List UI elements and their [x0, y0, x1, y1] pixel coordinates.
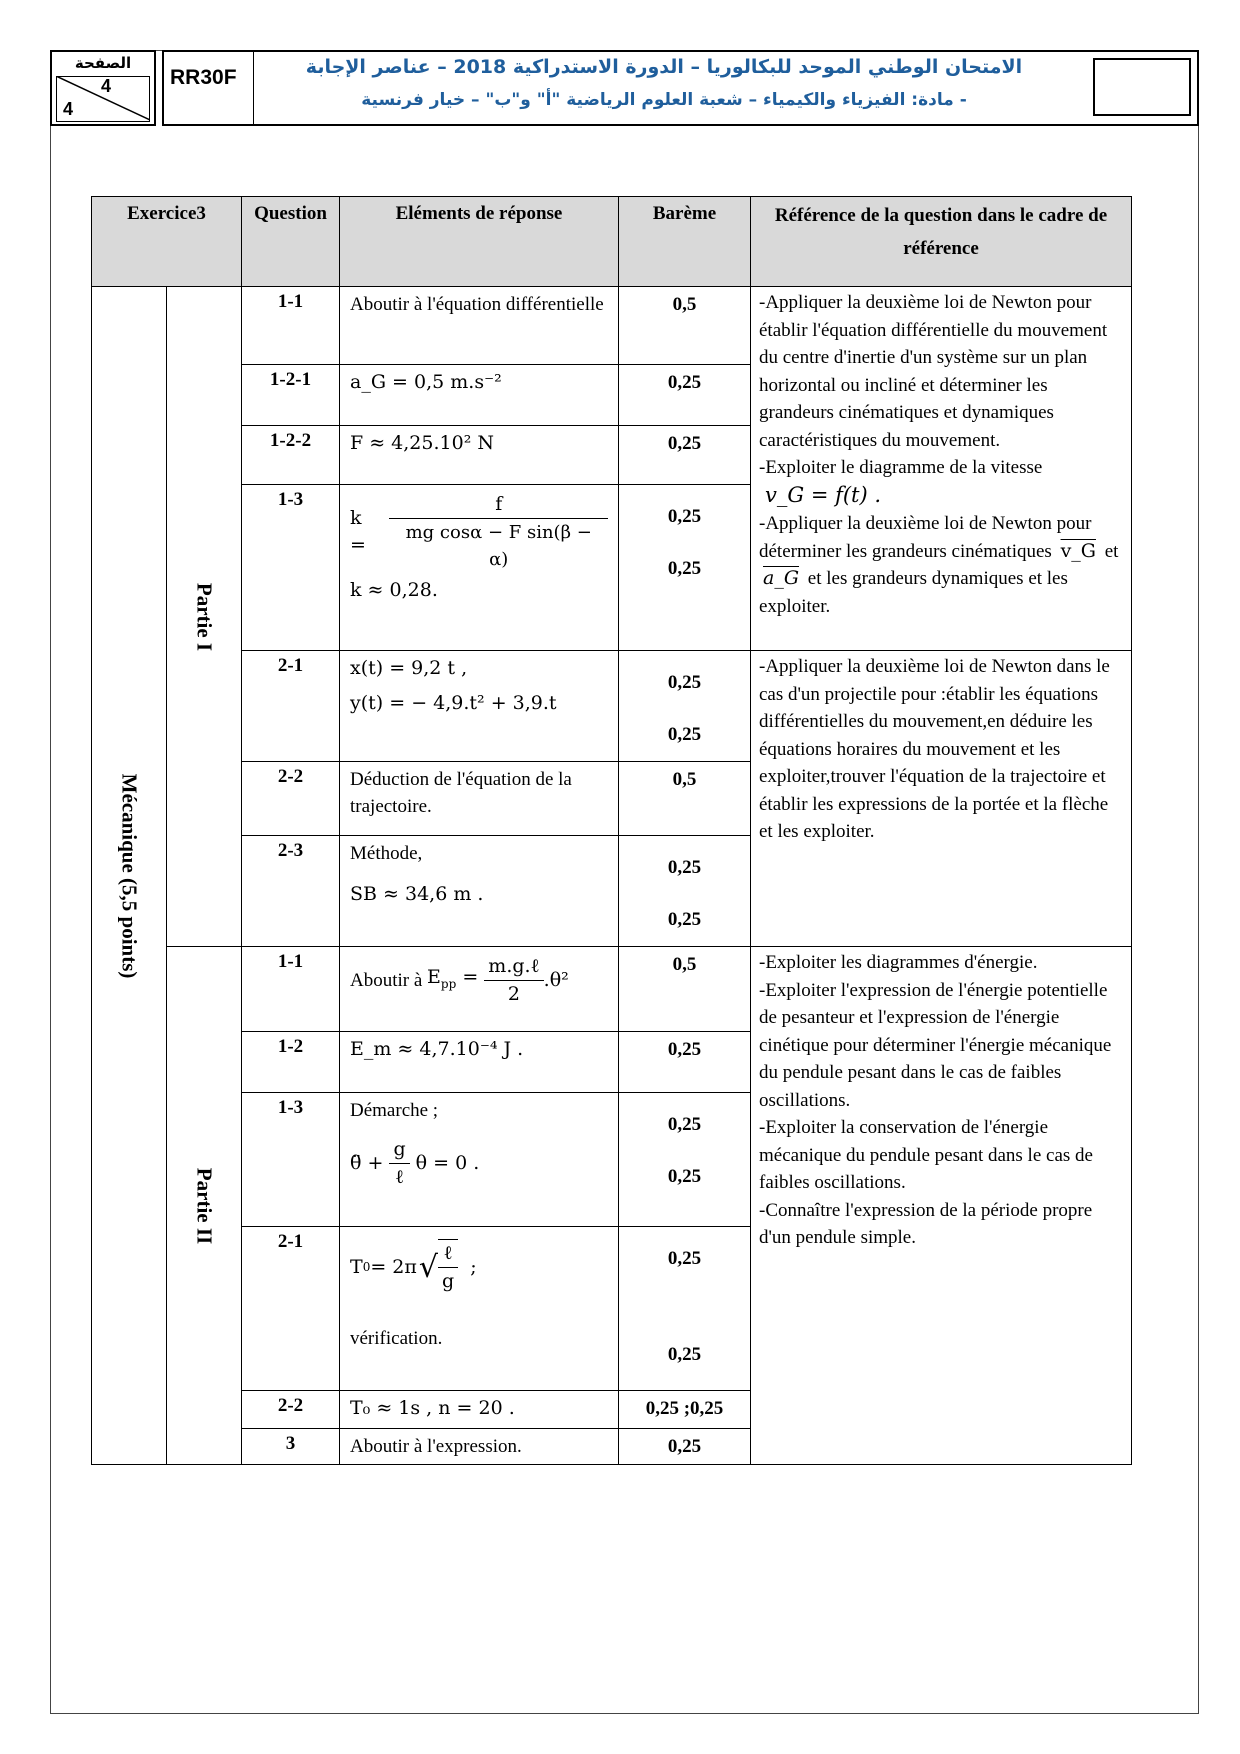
page-total: 4 — [63, 99, 74, 119]
bareme-value: 0,25 — [619, 426, 751, 485]
k-fraction: $\frac{f}{\text{mg cosα − F sin(β − α)}}$ — [389, 491, 608, 573]
answer-element: k = $\frac{f}{\text{mg cosα − F sin(β − α)}}$ k ≈ 0,28. — [340, 485, 619, 651]
bareme-value: 0,25 ;0,25 — [619, 1391, 751, 1429]
header-reference: Référence de la question dans le cadre de référence — [751, 197, 1132, 287]
header-exercise: Exercice3 — [92, 197, 242, 287]
answer-element: T 0 = 2π √ $\frac{\text{ℓ}}{g}$ ; vérification. — [340, 1227, 619, 1391]
question-number: 1-2-1 — [242, 365, 340, 426]
answer-element: E_m ≈ 4,7.10⁻⁴ J . — [340, 1032, 619, 1093]
answer-element: T₀ ≈ 1s , n = 20 . — [340, 1391, 619, 1429]
header-line-2: - مادة: الفيزياء والكيمياء – شعبة العلوم الرياضية "أ" و"ب" – خيار فرنسية — [361, 90, 967, 110]
bareme-value: 0,5 — [619, 287, 751, 365]
answer-element: Méthode, SB ≈ 34,6 m . — [340, 836, 619, 947]
partie-1-label: Partie I — [167, 287, 242, 947]
question-number: 1-3 — [242, 485, 340, 651]
question-number: 2-1 — [242, 1227, 340, 1391]
answer-element: Aboutir à l'expression. — [340, 1429, 619, 1465]
exam-header — [162, 50, 1199, 126]
partie-2-label: Partie II — [167, 947, 242, 1465]
page-number-box — [50, 50, 156, 126]
answer-element: F ≈ 4,25.10² N — [340, 426, 619, 485]
page-label: الصفحة — [74, 54, 132, 72]
section-mecanique: Mécanique (5,5 points) — [92, 287, 167, 1465]
question-number: 2-3 — [242, 836, 340, 947]
reference-p2: -Exploiter les diagrammes d'énergie. -Exploiter l'expression de l'énergie potentielle de pesanteur et l'expression de l'énergie cinétique pour déterminer l'énergie mécanique du pendule pesant dans le cas de faibles oscillations. -Exploiter la conservation de l'énergie mécanique du pendule pesant dans le cas de faibles oscillations. -Connaître l'expression de la période propre d'un pendule simple. — [751, 947, 1132, 1465]
answer-element: a_G = 0,5 m.s⁻² — [340, 365, 619, 426]
bareme-values: 0,25 0,25 — [619, 1093, 751, 1227]
table-row — [92, 287, 1132, 365]
table-row — [92, 947, 1132, 1032]
question-number: 2-2 — [242, 762, 340, 836]
question-number: 1-2-2 — [242, 426, 340, 485]
table-row — [92, 651, 1132, 762]
question-number: 2-1 — [242, 651, 340, 762]
question-number: 1-2 — [242, 1032, 340, 1093]
answer-element: Aboutir à l'équation différentielle — [340, 287, 619, 365]
bareme-value: 0,25 — [619, 1429, 751, 1465]
question-number: 1-1 — [242, 947, 340, 1032]
bareme-value: 0,25 — [619, 365, 751, 426]
bareme-values: 0,25 0,25 — [619, 651, 751, 762]
answer-element: Déduction de l'équation de la trajectoire. — [340, 762, 619, 836]
page-fraction — [56, 76, 150, 122]
header-question: Question — [242, 197, 340, 287]
header-line-1: الامتحان الوطني الموحد للبكالوريا – الدورة الاستدراكية 2018 – عناصر الإجابة — [305, 56, 1023, 78]
bareme-values: 0,25 0,25 — [619, 485, 751, 651]
question-number: 1-3 — [242, 1093, 340, 1227]
page-current: 4 — [101, 76, 112, 96]
bareme-value: 0,5 — [619, 947, 751, 1032]
bareme-values: 0,25 0,25 — [619, 836, 751, 947]
reference-p1-a: -Appliquer la deuxième loi de Newton pour établir l'équation différentielle du mouvement du centre d'inertie d'un système sur un plan horizontal ou incliné et déterminer les grandeurs cinématiques et dynamiques caractéristiques du mouvement. -Exploiter le diagramme de la vitesse v_G = f(t) . -Appliquer la deuxième loi de Newton pour déterminer les grandeurs cinématiques v_G et a_G et les grandeurs dynamiques et les exploiter. — [751, 287, 1132, 651]
answer-element: x(t) = 9,2 t , y(t) = − 4,9.t² + 3,9.t — [340, 651, 619, 762]
question-number: 1-1 — [242, 287, 340, 365]
question-number: 2-2 — [242, 1391, 340, 1429]
exam-code: RR30F — [164, 52, 254, 124]
grade-box — [1093, 58, 1191, 116]
bareme-values: 0,25 0,25 — [619, 1227, 751, 1391]
bareme-value: 0,25 — [619, 1032, 751, 1093]
answer-element: Aboutir à $E_{pp}$ = $\frac{\text{m.g.ℓ}}{2}$ .θ² — [340, 947, 619, 1032]
question-number: 3 — [242, 1429, 340, 1465]
answer-element: Démarche ; θ̈ + $\frac{g}{\text{ℓ}}$ θ = 0 . — [340, 1093, 619, 1227]
epp-fraction: $\frac{\text{m.g.ℓ}}{2}$ — [484, 953, 543, 1008]
header-elements: Eléments de réponse — [340, 197, 619, 287]
bareme-value: 0,5 — [619, 762, 751, 836]
table-header-row — [92, 197, 1132, 287]
reference-p1-d: -Appliquer la deuxième loi de Newton dans le cas d'un projectile pour :établir les équations différentielles du mouvement,en déduire les équations horaires du mouvement et les exploiter,trouver l'équation de la trajectoire et établir les expressions de la portée et la flèche et les exploiter. — [751, 651, 1132, 947]
header-bareme: Barème — [619, 197, 751, 287]
answer-table — [91, 196, 1132, 1465]
